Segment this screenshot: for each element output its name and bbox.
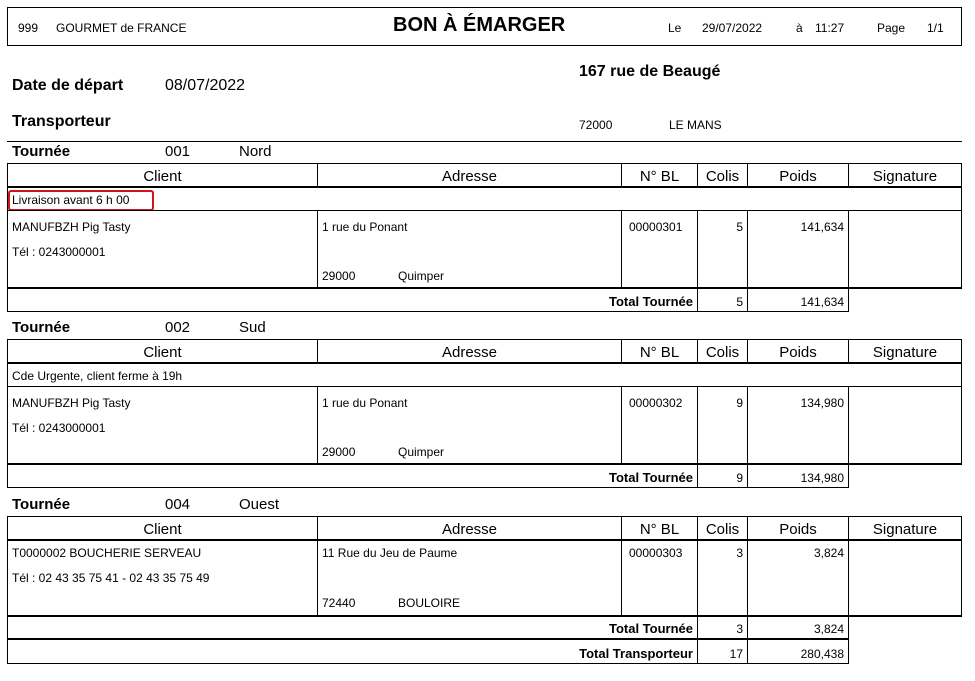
tournee-code: 004 [165, 496, 191, 513]
company-name: GOURMET de FRANCE [56, 21, 187, 35]
tournee-name: Nord [239, 143, 272, 160]
client-name: MANUFBZH Pig Tasty [12, 396, 131, 410]
tournee-label: Tournée [12, 496, 71, 513]
total-colis: 3 [736, 622, 743, 636]
bl-number: 00000302 [629, 396, 683, 410]
address-street: 11 Rue du Jeu de Paume [322, 546, 458, 560]
address-city: BOULOIRE [398, 596, 461, 610]
departure-label: Date de départ [12, 77, 124, 94]
tournee-code: 001 [165, 143, 191, 160]
tournee-label: Tournée [12, 319, 71, 336]
carrier-label: Transporteur [12, 113, 111, 130]
time-label: à [796, 21, 803, 35]
column-colis: Colis [705, 344, 740, 361]
total-tournee-label: Total Tournée [608, 621, 693, 636]
column-signature: Signature [872, 344, 938, 361]
colis-value: 5 [736, 220, 743, 234]
total-poids: 134,980 [800, 471, 844, 485]
address-city: Quimper [398, 445, 445, 459]
delivery-note: Cde Urgente, client ferme à 19h [12, 369, 183, 383]
document-title: BON À ÉMARGER [393, 14, 566, 36]
total-poids: 141,634 [800, 295, 844, 309]
company-code: 999 [18, 21, 39, 35]
print-time: 11:27 [815, 21, 845, 35]
client-name: MANUFBZH Pig Tasty [12, 220, 131, 234]
client-name: T0000002 BOUCHERIE SERVEAU [12, 546, 202, 560]
total-poids: 3,824 [813, 622, 844, 636]
grand-total-colis: 17 [729, 647, 743, 661]
client-phone: Tél : 02 43 35 75 41 - 02 43 35 75 49 [12, 571, 210, 585]
total-colis: 9 [736, 471, 743, 485]
date-label: Le [668, 21, 682, 35]
client-phone: Tél : 0243000001 [12, 245, 106, 259]
bl-number: 00000303 [629, 546, 683, 560]
column-adresse: Adresse [441, 168, 498, 185]
column-colis: Colis [705, 168, 740, 185]
delivery-note: Livraison avant 6 h 00 [12, 193, 130, 207]
column-client: Client [143, 344, 182, 361]
column-signature: Signature [872, 521, 938, 538]
column-signature: Signature [872, 168, 938, 185]
tournee-code: 002 [165, 319, 191, 336]
client-phone: Tél : 0243000001 [12, 421, 106, 435]
address-postcode: 29000 [322, 269, 356, 283]
tournee-name: Ouest [239, 496, 280, 513]
page-number: 1/1 [927, 21, 944, 35]
tournee-name: Sud [239, 319, 266, 336]
column-poids: Poids [779, 168, 817, 185]
total-transporteur-label: Total Transporteur [579, 646, 693, 661]
carrier-address: 167 rue de Beaugé [579, 63, 721, 80]
column-bl: N° BL [639, 168, 680, 185]
colis-value: 9 [736, 396, 743, 410]
column-adresse: Adresse [441, 344, 498, 361]
column-poids: Poids [779, 521, 817, 538]
poids-value: 3,824 [813, 546, 844, 560]
tournee-label: Tournée [12, 143, 71, 160]
tournee-top-rule [7, 141, 962, 142]
address-street: 1 rue du Ponant [322, 396, 408, 410]
total-colis: 5 [736, 295, 743, 309]
column-bl: N° BL [639, 344, 680, 361]
departure-date: 08/07/2022 [165, 77, 246, 94]
address-postcode: 72440 [322, 596, 356, 610]
carrier-city: LE MANS [669, 118, 722, 132]
poids-value: 141,634 [800, 220, 844, 234]
address-city: Quimper [398, 269, 445, 283]
column-bl: N° BL [639, 521, 680, 538]
page-label: Page [877, 21, 906, 35]
column-adresse: Adresse [441, 521, 498, 538]
total-tournee-label: Total Tournée [608, 470, 693, 485]
column-colis: Colis [705, 521, 740, 538]
total-tournee-label: Total Tournée [608, 294, 693, 309]
bl-number: 00000301 [629, 220, 683, 234]
column-client: Client [143, 168, 182, 185]
address-street: 1 rue du Ponant [322, 220, 408, 234]
colis-value: 3 [736, 546, 743, 560]
print-date: 29/07/2022 [702, 21, 763, 35]
grand-total-poids: 280,438 [800, 647, 844, 661]
column-poids: Poids [779, 344, 817, 361]
address-postcode: 29000 [322, 445, 356, 459]
carrier-postcode: 72000 [579, 118, 613, 132]
poids-value: 134,980 [800, 396, 844, 410]
column-client: Client [143, 521, 182, 538]
